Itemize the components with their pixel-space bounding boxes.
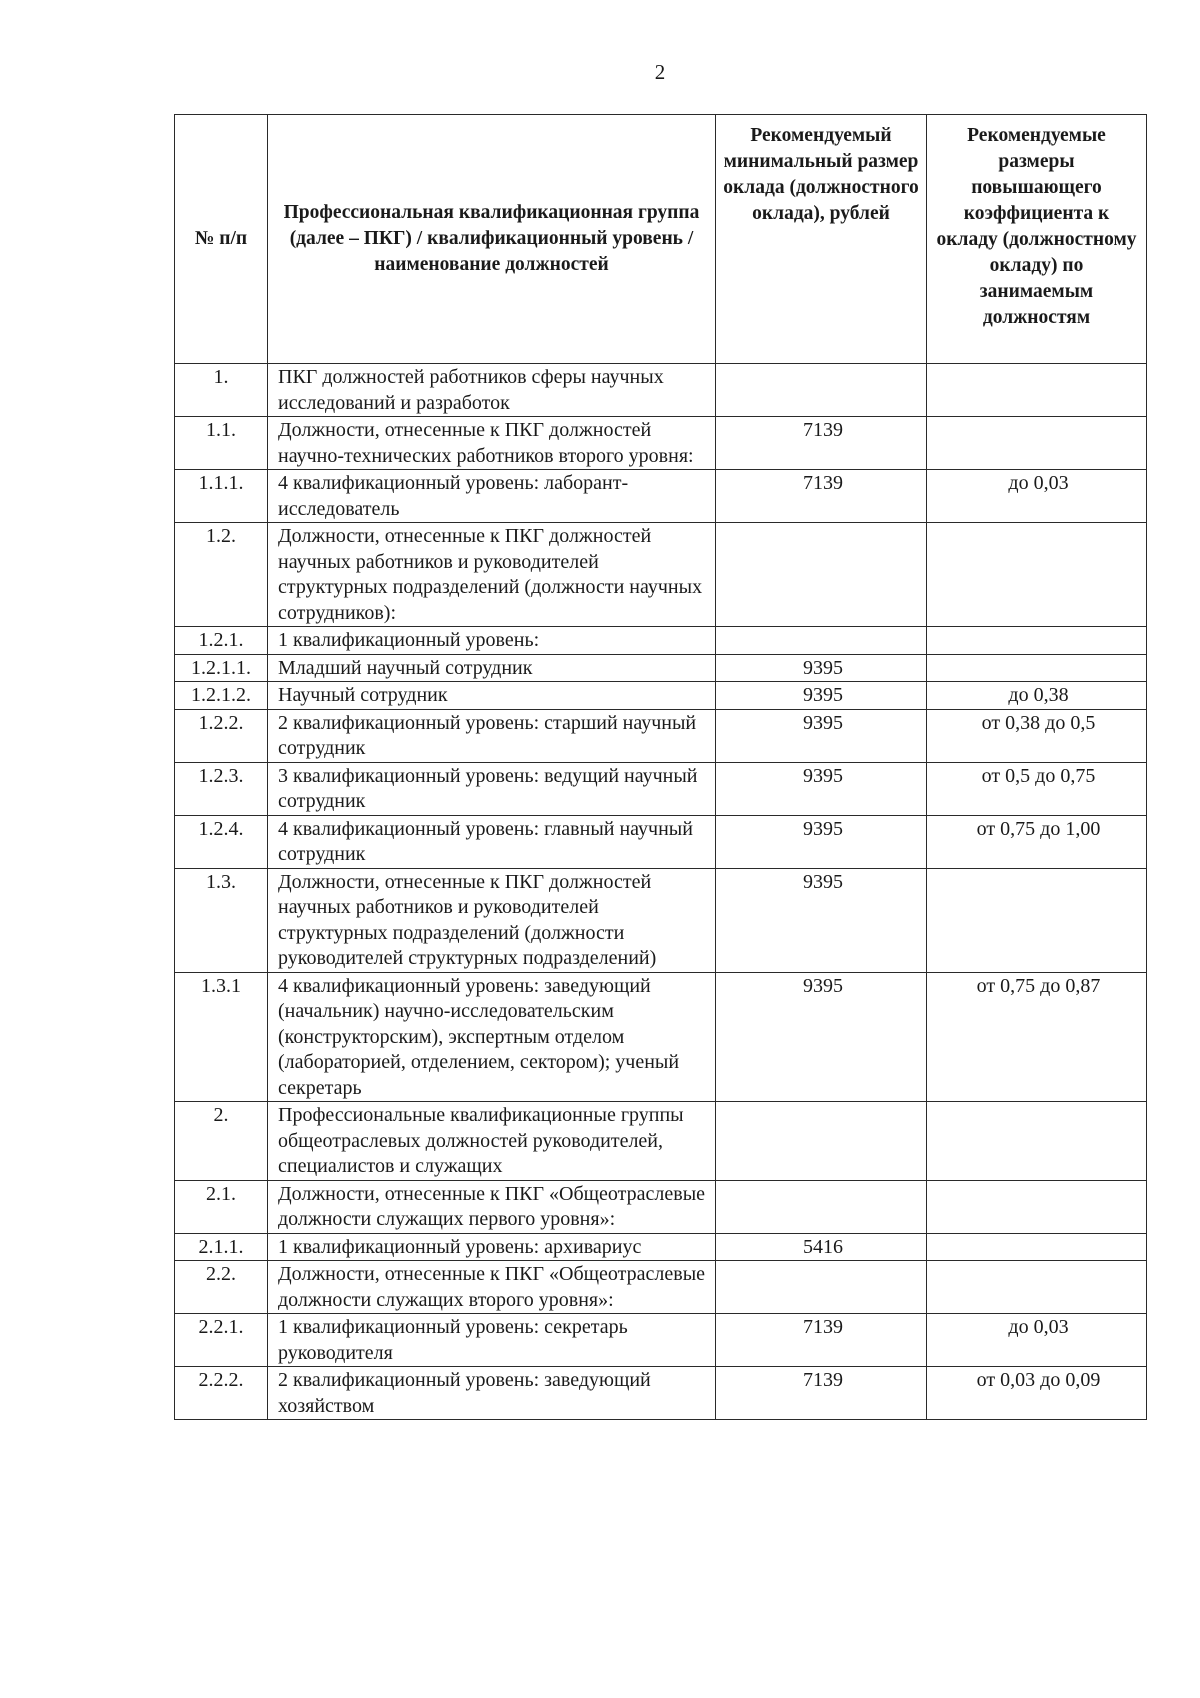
cell-num: 1.2.4. bbox=[175, 815, 268, 868]
cell-coefficient bbox=[927, 627, 1147, 655]
cell-num: 1.1. bbox=[175, 417, 268, 470]
table-body bbox=[175, 364, 1147, 1420]
cell-name: Научный сотрудник bbox=[268, 682, 716, 710]
table-row bbox=[175, 1314, 1147, 1367]
cell-salary: 9395 bbox=[716, 815, 927, 868]
cell-num: 1.2.2. bbox=[175, 709, 268, 762]
cell-name: 4 квалификационный уровень: главный научный сотрудник bbox=[268, 815, 716, 868]
cell-coefficient: от 0,75 до 0,87 bbox=[927, 972, 1147, 1102]
cell-coefficient bbox=[927, 417, 1147, 470]
cell-coefficient bbox=[927, 1233, 1147, 1261]
cell-name: 1 квалификационный уровень: архивариус bbox=[268, 1233, 716, 1261]
table-row bbox=[175, 417, 1147, 470]
cell-salary: 9395 bbox=[716, 654, 927, 682]
table-row bbox=[175, 762, 1147, 815]
cell-num: 2. bbox=[175, 1102, 268, 1181]
cell-coefficient: от 0,75 до 1,00 bbox=[927, 815, 1147, 868]
table-row bbox=[175, 364, 1147, 417]
cell-coefficient: от 0,03 до 0,09 bbox=[927, 1367, 1147, 1420]
cell-salary: 9395 bbox=[716, 868, 927, 972]
table-row bbox=[175, 972, 1147, 1102]
header-num: № п/п bbox=[175, 115, 268, 364]
cell-salary: 7139 bbox=[716, 1314, 927, 1367]
table-row bbox=[175, 709, 1147, 762]
table-row bbox=[175, 1233, 1147, 1261]
cell-num: 1.2.1.2. bbox=[175, 682, 268, 710]
cell-salary bbox=[716, 364, 927, 417]
cell-num: 2.2.1. bbox=[175, 1314, 268, 1367]
cell-salary bbox=[716, 1180, 927, 1233]
cell-name: 4 квалификационный уровень: заведующий (начальник) научно-исследовательским (конструкторским), экспертным отделом (лабораторией, отделением, сектором); ученый секретарь bbox=[268, 972, 716, 1102]
cell-name: 1 квалификационный уровень: секретарь руководителя bbox=[268, 1314, 716, 1367]
cell-num: 2.1.1. bbox=[175, 1233, 268, 1261]
cell-num: 1.3.1 bbox=[175, 972, 268, 1102]
cell-coefficient bbox=[927, 523, 1147, 627]
cell-name: Должности, отнесенные к ПКГ должностей научно-технических работников второго уровня: bbox=[268, 417, 716, 470]
table-row bbox=[175, 470, 1147, 523]
cell-salary bbox=[716, 523, 927, 627]
table-row bbox=[175, 1102, 1147, 1181]
cell-salary: 5416 bbox=[716, 1233, 927, 1261]
cell-salary: 7139 bbox=[716, 470, 927, 523]
cell-num: 1.1.1. bbox=[175, 470, 268, 523]
cell-coefficient bbox=[927, 1102, 1147, 1181]
cell-salary bbox=[716, 627, 927, 655]
cell-coefficient: от 0,38 до 0,5 bbox=[927, 709, 1147, 762]
table-row bbox=[175, 627, 1147, 655]
cell-name: Должности, отнесенные к ПКГ должностей научных работников и руководителей структурных подразделений (должности научных сотрудников): bbox=[268, 523, 716, 627]
cell-name: 1 квалификационный уровень: bbox=[268, 627, 716, 655]
cell-salary: 9395 bbox=[716, 762, 927, 815]
cell-name: ПКГ должностей работников сферы научных исследований и разработок bbox=[268, 364, 716, 417]
cell-coefficient bbox=[927, 1261, 1147, 1314]
cell-salary: 7139 bbox=[716, 1367, 927, 1420]
cell-num: 2.2.2. bbox=[175, 1367, 268, 1420]
table-row bbox=[175, 1261, 1147, 1314]
table-row bbox=[175, 868, 1147, 972]
header-row bbox=[175, 115, 1147, 364]
cell-coefficient: до 0,38 bbox=[927, 682, 1147, 710]
cell-coefficient bbox=[927, 364, 1147, 417]
cell-num: 1.3. bbox=[175, 868, 268, 972]
header-name: Профессиональная квалификационная группа (далее – ПКГ) / квалификационный уровень / наименование должностей bbox=[268, 115, 716, 364]
cell-salary bbox=[716, 1261, 927, 1314]
cell-num: 2.1. bbox=[175, 1180, 268, 1233]
table-row bbox=[175, 682, 1147, 710]
salary-table bbox=[174, 114, 1147, 1420]
cell-salary bbox=[716, 1102, 927, 1181]
cell-salary: 9395 bbox=[716, 972, 927, 1102]
cell-coefficient bbox=[927, 654, 1147, 682]
table-header bbox=[175, 115, 1147, 364]
table-row bbox=[175, 815, 1147, 868]
cell-num: 1.2. bbox=[175, 523, 268, 627]
header-salary: Рекомендуемый минимальный размер оклада (должностного оклада), рублей bbox=[716, 115, 927, 364]
cell-num: 1. bbox=[175, 364, 268, 417]
cell-name: Младший научный сотрудник bbox=[268, 654, 716, 682]
page-number: 2 bbox=[654, 60, 666, 84]
table-row bbox=[175, 523, 1147, 627]
cell-coefficient bbox=[927, 868, 1147, 972]
cell-name: 3 квалификационный уровень: ведущий научный сотрудник bbox=[268, 762, 716, 815]
header-coefficient: Рекомендуемые размеры повышающего коэффициента к окладу (должностному окладу) по занимаемым должностям bbox=[927, 115, 1147, 364]
cell-coefficient: до 0,03 bbox=[927, 470, 1147, 523]
cell-salary: 9395 bbox=[716, 682, 927, 710]
cell-name: 2 квалификационный уровень: заведующий хозяйством bbox=[268, 1367, 716, 1420]
cell-name: Должности, отнесенные к ПКГ должностей научных работников и руководителей структурных подразделений (должности руководителей структурных подразделений) bbox=[268, 868, 716, 972]
cell-name: Профессиональные квалификационные группы общеотраслевых должностей руководителей, специалистов и служащих bbox=[268, 1102, 716, 1181]
table-row bbox=[175, 654, 1147, 682]
cell-name: Должности, отнесенные к ПКГ «Общеотраслевые должности служащих первого уровня»: bbox=[268, 1180, 716, 1233]
table-row bbox=[175, 1367, 1147, 1420]
cell-coefficient: до 0,03 bbox=[927, 1314, 1147, 1367]
cell-salary: 9395 bbox=[716, 709, 927, 762]
cell-salary: 7139 bbox=[716, 417, 927, 470]
cell-name: 2 квалификационный уровень: старший научный сотрудник bbox=[268, 709, 716, 762]
cell-name: 4 квалификационный уровень: лаборант-исследователь bbox=[268, 470, 716, 523]
cell-num: 1.2.1.1. bbox=[175, 654, 268, 682]
table-row bbox=[175, 1180, 1147, 1233]
cell-coefficient bbox=[927, 1180, 1147, 1233]
cell-name: Должности, отнесенные к ПКГ «Общеотраслевые должности служащих второго уровня»: bbox=[268, 1261, 716, 1314]
cell-coefficient: от 0,5 до 0,75 bbox=[927, 762, 1147, 815]
cell-num: 1.2.3. bbox=[175, 762, 268, 815]
cell-num: 2.2. bbox=[175, 1261, 268, 1314]
cell-num: 1.2.1. bbox=[175, 627, 268, 655]
